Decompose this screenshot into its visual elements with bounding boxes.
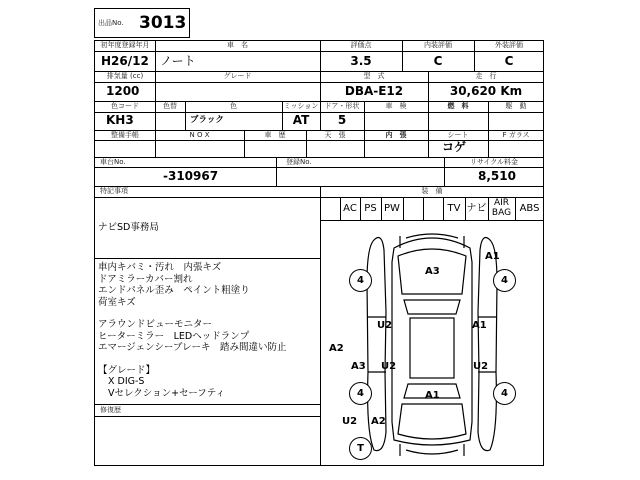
exterior-value: C [504, 54, 514, 68]
equip-ps: PS [364, 203, 377, 214]
lot-box [94, 8, 190, 38]
seat-label: シート [447, 131, 469, 139]
drive-label: 駆 動 [505, 102, 527, 110]
color-label: 色 [230, 102, 237, 110]
score-value: 3.5 [350, 54, 372, 68]
recycle-value: 8,510 [478, 169, 516, 183]
doors-value: 5 [337, 113, 347, 127]
interior-value: C [433, 54, 443, 68]
mission-value: AT [292, 113, 310, 127]
damage-a1-bottom: A1 [425, 390, 440, 401]
displacement-label: 排気量 (cc) [106, 72, 144, 80]
remark-line: ドアミラーカバー割れ [98, 273, 193, 285]
remark-line: 車内キバミ・汚れ 内張キズ [98, 262, 222, 273]
lot-label: 出品No. [98, 19, 124, 27]
manual-label: 整備手帳 [111, 131, 139, 139]
displacement-value: 1200 [106, 84, 140, 98]
year-label: 初年度登録年月 [100, 41, 150, 49]
interior-trim-label: 内 張 [385, 131, 407, 139]
equip-airbag-top: AIR [493, 198, 510, 208]
history-label: 車 歴 [264, 131, 286, 139]
remarks-area [98, 222, 318, 234]
doors-label: ドア・形状 [324, 102, 360, 110]
car-name-value: ノート [160, 54, 196, 68]
color-type-label: 色替 [163, 102, 177, 110]
equip-ac: AC [343, 203, 357, 214]
chassis-label: 車台No. [100, 158, 126, 166]
damage-a1-top: A1 [485, 251, 500, 262]
damage-a1-right: A1 [472, 320, 487, 331]
lot-number: 3013 [139, 13, 187, 33]
exterior-label: 外装評価 [495, 41, 523, 49]
car-name-label: 車 名 [227, 41, 248, 49]
equipment-row [320, 197, 544, 221]
equip-pw: PW [384, 203, 400, 214]
remarks-label: 特記事項 [100, 187, 128, 195]
damage-u2-left: U2 [377, 320, 393, 331]
score-label: 評価点 [350, 41, 372, 49]
mileage-value: 30,620 Km [449, 84, 523, 98]
repair-label: 修復歴 [100, 406, 121, 414]
damage-u2-mid: U2 [381, 361, 397, 372]
chassis-value: -310967 [163, 169, 219, 183]
remark-line: X DIG-S [108, 376, 145, 387]
nox-label: N O X [189, 131, 210, 139]
mission-label: ミッション [283, 102, 319, 110]
color-value: ブラック [190, 115, 224, 125]
equip-navi: ナビ [466, 203, 487, 214]
inspection-label: 車 検 [385, 102, 407, 110]
tire-front-right: 4 [493, 269, 516, 292]
remark-line: ヒーターミラー LEDヘッドランプ [98, 330, 250, 342]
remark-line: 荷室キズ [98, 296, 136, 308]
mileage-label: 走 行 [475, 72, 497, 80]
damage-a3-top: A3 [425, 266, 440, 277]
grade-label: グレード [223, 72, 252, 80]
tire-rear-right: 4 [493, 382, 516, 405]
tire-rear-left: 4 [349, 382, 372, 405]
seat-value: コゲ [442, 140, 467, 154]
model-label: 型 式 [363, 72, 385, 80]
remark-line: エンドパネル歪み ペイント粗塗り [98, 285, 250, 296]
tire-front-left: 4 [349, 269, 372, 292]
equipment-label: 装 備 [421, 187, 443, 195]
remark-line: ナビSD事務局 [98, 222, 159, 233]
model-value: DBA-E12 [344, 84, 404, 98]
year-value: H26/12 [101, 54, 149, 68]
spare-tire: T [349, 437, 372, 460]
remark-line: アラウンドビューモニター [98, 319, 213, 330]
remarks-detail [98, 262, 318, 399]
equip-airbag-bottom: BAG [491, 208, 512, 218]
damage-a2-bottom: A2 [371, 416, 386, 427]
color-code-label: 色コード [111, 102, 139, 110]
equip-abs: ABS [519, 203, 540, 214]
fuel-label: 燃 料 [447, 102, 469, 110]
remark-line: 【グレード】 [98, 364, 156, 376]
color-code-value: KH3 [106, 113, 134, 127]
damage-a2-left: A2 [329, 343, 344, 354]
damage-a3-left: A3 [351, 361, 366, 372]
damage-u2-right: U2 [473, 361, 489, 372]
ceiling-label: 天 張 [324, 131, 346, 139]
equip-tv: TV [447, 203, 461, 214]
remark-line: Vセレクション+セーフティ [108, 387, 225, 399]
glass-label: F ガラス [502, 131, 530, 139]
recycle-label: リサイクル料金 [469, 158, 519, 166]
registration-label: 登録No. [286, 158, 312, 166]
damage-u2-bottom: U2 [342, 416, 358, 427]
interior-label: 内装評価 [424, 41, 452, 49]
remark-line: エマージェンシーブレーキ 踏み間違い防止 [98, 342, 287, 353]
